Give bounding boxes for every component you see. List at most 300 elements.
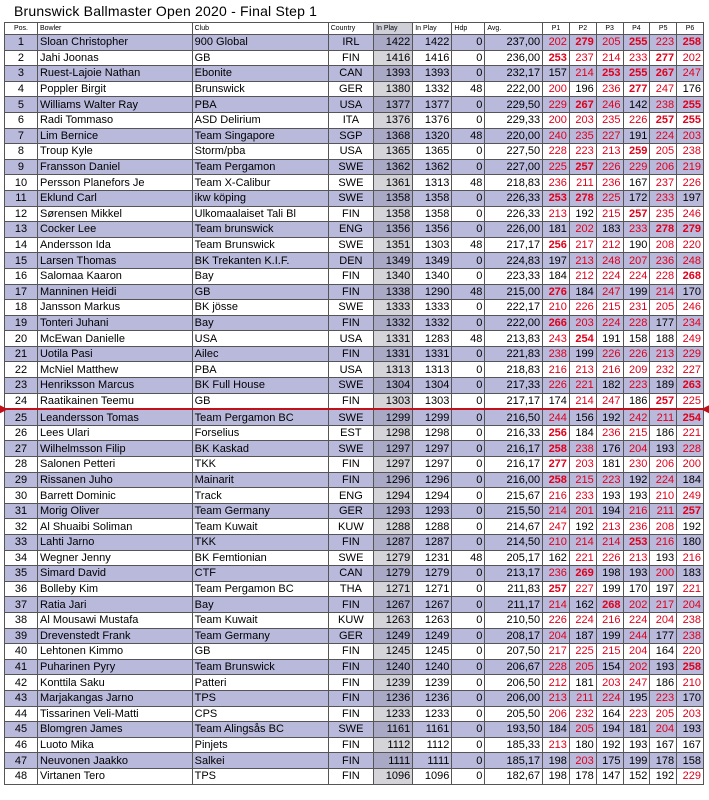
bowler-cell: Ruest-Lajoie Nathan <box>37 66 192 82</box>
country-cell: FIN <box>328 393 373 409</box>
in-play-cell: 1271 <box>374 581 413 597</box>
country-cell: SWE <box>328 190 373 206</box>
game-5-score-cell: 224 <box>650 128 677 144</box>
bowler-cell: Ratia Jari <box>37 597 192 613</box>
game-1-score-cell: 238 <box>543 346 570 362</box>
position-cell: 34 <box>5 550 38 566</box>
handicap-cell: 48 <box>452 237 485 253</box>
game-2-score-cell: 205 <box>569 659 596 675</box>
in-play-cell: 1393 <box>374 66 413 82</box>
game-6-score-cell: 227 <box>677 362 704 378</box>
game-5-score-cell: 200 <box>650 566 677 582</box>
col-p5-header: P5 <box>650 23 677 35</box>
table-row <box>5 190 704 206</box>
table-row <box>5 66 704 82</box>
country-cell: FIN <box>328 753 373 769</box>
table-row <box>5 768 704 784</box>
handicap-cell: 48 <box>452 128 485 144</box>
game-1-score-cell: 236 <box>543 566 570 582</box>
club-cell: Team Pergamon BC <box>192 409 328 425</box>
country-cell: SWE <box>328 378 373 394</box>
game-1-score-cell: 226 <box>543 612 570 628</box>
country-cell: ENG <box>328 488 373 504</box>
club-cell: CPS <box>192 706 328 722</box>
position-cell: 24 <box>5 393 38 409</box>
col-country-header: Country <box>328 23 373 35</box>
in-play-scratch-cell: 1362 <box>413 159 452 175</box>
game-5-score-cell: 277 <box>650 50 677 66</box>
handicap-cell: 0 <box>452 393 485 409</box>
in-play-scratch-cell: 1283 <box>413 331 452 347</box>
game-2-score-cell: 225 <box>569 644 596 660</box>
game-3-score-cell: 223 <box>596 472 623 488</box>
table-row <box>5 722 704 738</box>
club-cell: BK Femtionian <box>192 550 328 566</box>
position-cell: 18 <box>5 300 38 316</box>
game-1-score-cell: 202 <box>543 35 570 51</box>
game-1-score-cell: 181 <box>543 222 570 238</box>
in-play-scratch-cell: 1239 <box>413 675 452 691</box>
position-cell: 47 <box>5 753 38 769</box>
handicap-cell: 0 <box>452 159 485 175</box>
table-row <box>5 253 704 269</box>
position-cell: 31 <box>5 503 38 519</box>
in-play-cell: 1356 <box>374 222 413 238</box>
game-2-score-cell: 196 <box>569 81 596 97</box>
game-2-score-cell: 178 <box>569 768 596 784</box>
game-2-score-cell: 237 <box>569 50 596 66</box>
average-cell: 185,33 <box>485 737 543 753</box>
game-5-score-cell: 233 <box>650 190 677 206</box>
game-4-score-cell: 167 <box>623 175 650 191</box>
game-1-score-cell: 244 <box>543 409 570 425</box>
in-play-cell: 1303 <box>374 393 413 409</box>
game-5-score-cell: 223 <box>650 35 677 51</box>
handicap-cell: 0 <box>452 190 485 206</box>
game-6-score-cell: 184 <box>677 472 704 488</box>
handicap-cell: 0 <box>452 206 485 222</box>
handicap-cell: 0 <box>452 346 485 362</box>
club-cell: USA <box>192 331 328 347</box>
game-4-score-cell: 207 <box>623 253 650 269</box>
game-6-score-cell: 220 <box>677 644 704 660</box>
game-1-score-cell: 277 <box>543 457 570 473</box>
game-5-score-cell: 247 <box>650 81 677 97</box>
position-cell: 1 <box>5 35 38 51</box>
average-cell: 229,33 <box>485 112 543 128</box>
club-cell: Team Kuwait <box>192 519 328 535</box>
game-3-score-cell: 176 <box>596 441 623 457</box>
club-cell: Brunswick <box>192 81 328 97</box>
game-5-score-cell: 224 <box>650 472 677 488</box>
game-3-score-cell: 213 <box>596 519 623 535</box>
club-cell: Team Pergamon BC <box>192 581 328 597</box>
table-row <box>5 128 704 144</box>
bowler-cell: Jansson Markus <box>37 300 192 316</box>
in-play-cell: 1332 <box>374 315 413 331</box>
game-6-score-cell: 247 <box>677 66 704 82</box>
game-2-score-cell: 278 <box>569 190 596 206</box>
in-play-cell: 1267 <box>374 597 413 613</box>
position-cell: 33 <box>5 535 38 551</box>
table-row <box>5 441 704 457</box>
country-cell: DEN <box>328 253 373 269</box>
position-cell: 17 <box>5 284 38 300</box>
average-cell: 206,67 <box>485 659 543 675</box>
game-3-score-cell: 191 <box>596 331 623 347</box>
table-row <box>5 535 704 551</box>
club-cell: PBA <box>192 362 328 378</box>
club-cell: Team Singapore <box>192 128 328 144</box>
in-play-cell: 1368 <box>374 128 413 144</box>
game-5-score-cell: 178 <box>650 753 677 769</box>
table-row <box>5 581 704 597</box>
game-3-score-cell: 215 <box>596 300 623 316</box>
handicap-cell: 0 <box>452 519 485 535</box>
game-4-score-cell: 202 <box>623 597 650 613</box>
in-play-scratch-cell: 1279 <box>413 566 452 582</box>
in-play-cell: 1096 <box>374 768 413 784</box>
game-6-score-cell: 258 <box>677 659 704 675</box>
position-cell: 5 <box>5 97 38 113</box>
bowler-cell: Salonen Petteri <box>37 457 192 473</box>
game-4-score-cell: 259 <box>623 144 650 160</box>
handicap-cell: 0 <box>452 488 485 504</box>
game-2-score-cell: 213 <box>569 253 596 269</box>
country-cell: ITA <box>328 112 373 128</box>
in-play-cell: 1239 <box>374 675 413 691</box>
game-1-score-cell: 253 <box>543 50 570 66</box>
handicap-cell: 0 <box>452 222 485 238</box>
game-4-score-cell: 181 <box>623 722 650 738</box>
bowler-cell: Sørensen Mikkel <box>37 206 192 222</box>
club-cell: Team Kuwait <box>192 612 328 628</box>
bowler-cell: Rissanen Juho <box>37 472 192 488</box>
position-cell: 36 <box>5 581 38 597</box>
bowler-cell: Virtanen Tero <box>37 768 192 784</box>
game-4-score-cell: 158 <box>623 331 650 347</box>
game-6-score-cell: 263 <box>677 378 704 394</box>
handicap-cell: 48 <box>452 175 485 191</box>
average-cell: 216,33 <box>485 425 543 441</box>
club-cell: Bay <box>192 315 328 331</box>
game-6-score-cell: 268 <box>677 268 704 284</box>
position-cell: 8 <box>5 144 38 160</box>
game-3-score-cell: 194 <box>596 722 623 738</box>
table-row <box>5 612 704 628</box>
average-cell: 216,17 <box>485 441 543 457</box>
handicap-cell: 0 <box>452 441 485 457</box>
col-pos-header: Pos. <box>5 23 38 35</box>
average-cell: 227,50 <box>485 144 543 160</box>
in-play-cell: 1331 <box>374 331 413 347</box>
position-cell: 20 <box>5 331 38 347</box>
country-cell: FIN <box>328 659 373 675</box>
handicap-cell: 0 <box>452 35 485 51</box>
game-3-score-cell: 214 <box>596 535 623 551</box>
club-cell: Team Germany <box>192 503 328 519</box>
country-cell: SWE <box>328 159 373 175</box>
game-6-score-cell: 248 <box>677 253 704 269</box>
handicap-cell: 0 <box>452 706 485 722</box>
game-6-score-cell: 228 <box>677 441 704 457</box>
average-cell: 215,50 <box>485 503 543 519</box>
game-1-score-cell: 226 <box>543 378 570 394</box>
club-cell: Bay <box>192 597 328 613</box>
club-cell: Ailec <box>192 346 328 362</box>
in-play-cell: 1313 <box>374 362 413 378</box>
in-play-scratch-cell: 1233 <box>413 706 452 722</box>
bowler-cell: Jahi Joonas <box>37 50 192 66</box>
game-2-score-cell: 184 <box>569 284 596 300</box>
game-6-score-cell: 257 <box>677 503 704 519</box>
handicap-cell: 0 <box>452 566 485 582</box>
game-3-score-cell: 225 <box>596 190 623 206</box>
club-cell: ikw köping <box>192 190 328 206</box>
in-play-scratch-cell: 1377 <box>413 97 452 113</box>
game-6-score-cell: 238 <box>677 612 704 628</box>
in-play-cell: 1288 <box>374 519 413 535</box>
table-row <box>5 457 704 473</box>
game-2-score-cell: 221 <box>569 378 596 394</box>
game-6-score-cell: 180 <box>677 535 704 551</box>
position-cell: 22 <box>5 362 38 378</box>
handicap-cell: 48 <box>452 81 485 97</box>
game-2-score-cell: 279 <box>569 35 596 51</box>
game-1-score-cell: 174 <box>543 393 570 409</box>
position-cell: 26 <box>5 425 38 441</box>
game-4-score-cell: 244 <box>623 628 650 644</box>
in-play-cell: 1376 <box>374 112 413 128</box>
in-play-cell: 1294 <box>374 488 413 504</box>
game-5-score-cell: 177 <box>650 628 677 644</box>
bowler-cell: Neuvonen Jaakko <box>37 753 192 769</box>
bowler-cell: Cocker Lee <box>37 222 192 238</box>
bowler-cell: Raatikainen Teemu <box>37 393 192 409</box>
bowler-cell: Uotila Pasi <box>37 346 192 362</box>
table-row <box>5 50 704 66</box>
handicap-cell: 0 <box>452 690 485 706</box>
in-play-cell: 1331 <box>374 346 413 362</box>
club-cell: Mainarit <box>192 472 328 488</box>
country-cell: FIN <box>328 768 373 784</box>
game-1-score-cell: 225 <box>543 159 570 175</box>
game-1-score-cell: 213 <box>543 206 570 222</box>
game-4-score-cell: 231 <box>623 300 650 316</box>
table-row <box>5 503 704 519</box>
country-cell: SWE <box>328 300 373 316</box>
game-5-score-cell: 167 <box>650 737 677 753</box>
position-cell: 15 <box>5 253 38 269</box>
game-5-score-cell: 228 <box>650 268 677 284</box>
in-play-cell: 1293 <box>374 503 413 519</box>
position-cell: 44 <box>5 706 38 722</box>
game-3-score-cell: 205 <box>596 35 623 51</box>
table-row <box>5 706 704 722</box>
game-6-score-cell: 158 <box>677 753 704 769</box>
game-1-score-cell: 213 <box>543 737 570 753</box>
game-6-score-cell: 279 <box>677 222 704 238</box>
in-play-scratch-cell: 1271 <box>413 581 452 597</box>
game-5-score-cell: 237 <box>650 175 677 191</box>
average-cell: 226,33 <box>485 206 543 222</box>
average-cell: 208,17 <box>485 628 543 644</box>
club-cell: Forselius <box>192 425 328 441</box>
country-cell: FIN <box>328 315 373 331</box>
table-row <box>5 690 704 706</box>
game-4-score-cell: 236 <box>623 519 650 535</box>
in-play-scratch-cell: 1096 <box>413 768 452 784</box>
in-play-cell: 1338 <box>374 284 413 300</box>
country-cell: FIN <box>328 50 373 66</box>
in-play-scratch-cell: 1416 <box>413 50 452 66</box>
position-cell: 11 <box>5 190 38 206</box>
game-4-score-cell: 213 <box>623 550 650 566</box>
club-cell: Team X-Calibur <box>192 175 328 191</box>
game-4-score-cell: 152 <box>623 768 650 784</box>
average-cell: 182,67 <box>485 768 543 784</box>
game-5-score-cell: 278 <box>650 222 677 238</box>
game-1-score-cell: 253 <box>543 190 570 206</box>
position-cell: 48 <box>5 768 38 784</box>
club-cell: Team Alingsås BC <box>192 722 328 738</box>
in-play-cell: 1279 <box>374 566 413 582</box>
in-play-cell: 1287 <box>374 535 413 551</box>
game-4-score-cell: 204 <box>623 644 650 660</box>
table-row <box>5 237 704 253</box>
table-row <box>5 597 704 613</box>
handicap-cell: 0 <box>452 50 485 66</box>
game-2-score-cell: 199 <box>569 346 596 362</box>
table-row <box>5 206 704 222</box>
position-cell: 7 <box>5 128 38 144</box>
game-4-score-cell: 215 <box>623 425 650 441</box>
average-cell: 214,50 <box>485 535 543 551</box>
in-play-cell: 1299 <box>374 409 413 425</box>
game-4-score-cell: 192 <box>623 472 650 488</box>
in-play-scratch-cell: 1297 <box>413 441 452 457</box>
in-play-cell: 1279 <box>374 550 413 566</box>
game-2-score-cell: 226 <box>569 300 596 316</box>
game-5-score-cell: 211 <box>650 503 677 519</box>
table-row <box>5 566 704 582</box>
game-5-score-cell: 257 <box>650 112 677 128</box>
average-cell: 205,50 <box>485 706 543 722</box>
col-club-header: Club <box>192 23 328 35</box>
in-play-cell: 1236 <box>374 690 413 706</box>
table-row <box>5 488 704 504</box>
in-play-cell: 1380 <box>374 81 413 97</box>
game-5-score-cell: 236 <box>650 253 677 269</box>
game-4-score-cell: 255 <box>623 35 650 51</box>
in-play-scratch-cell: 1231 <box>413 550 452 566</box>
game-1-score-cell: 243 <box>543 331 570 347</box>
game-6-score-cell: 249 <box>677 331 704 347</box>
average-cell: 216,00 <box>485 472 543 488</box>
in-play-cell: 1298 <box>374 425 413 441</box>
bowler-cell: Henriksson Marcus <box>37 378 192 394</box>
in-play-scratch-cell: 1333 <box>413 300 452 316</box>
table-row <box>5 519 704 535</box>
country-cell: SGP <box>328 128 373 144</box>
country-cell: FIN <box>328 597 373 613</box>
game-5-score-cell: 210 <box>650 488 677 504</box>
handicap-cell: 0 <box>452 112 485 128</box>
in-play-cell: 1422 <box>374 35 413 51</box>
game-4-score-cell: 226 <box>623 112 650 128</box>
country-cell: KUW <box>328 519 373 535</box>
in-play-cell: 1297 <box>374 441 413 457</box>
game-2-score-cell: 202 <box>569 222 596 238</box>
game-6-score-cell: 234 <box>677 315 704 331</box>
in-play-scratch-cell: 1287 <box>413 535 452 551</box>
game-1-score-cell: 204 <box>543 628 570 644</box>
game-2-score-cell: 211 <box>569 175 596 191</box>
in-play-cell: 1358 <box>374 206 413 222</box>
position-cell: 13 <box>5 222 38 238</box>
game-6-score-cell: 202 <box>677 50 704 66</box>
country-cell: FIN <box>328 457 373 473</box>
in-play-cell: 1333 <box>374 300 413 316</box>
bowler-cell: Barrett Dominic <box>37 488 192 504</box>
in-play-scratch-cell: 1240 <box>413 659 452 675</box>
game-5-score-cell: 177 <box>650 315 677 331</box>
country-cell: SWE <box>328 722 373 738</box>
club-cell: GB <box>192 284 328 300</box>
game-2-score-cell: 223 <box>569 144 596 160</box>
game-5-score-cell: 193 <box>650 659 677 675</box>
table-row <box>5 362 704 378</box>
game-1-score-cell: 210 <box>543 300 570 316</box>
game-3-score-cell: 198 <box>596 566 623 582</box>
game-3-score-cell: 212 <box>596 237 623 253</box>
game-2-score-cell: 214 <box>569 66 596 82</box>
average-cell: 216,17 <box>485 457 543 473</box>
game-5-score-cell: 206 <box>650 159 677 175</box>
average-cell: 215,00 <box>485 284 543 300</box>
game-1-score-cell: 247 <box>543 519 570 535</box>
game-3-score-cell: 226 <box>596 159 623 175</box>
average-cell: 224,83 <box>485 253 543 269</box>
game-5-score-cell: 232 <box>650 362 677 378</box>
game-2-score-cell: 269 <box>569 566 596 582</box>
average-cell: 222,00 <box>485 315 543 331</box>
in-play-scratch-cell: 1267 <box>413 597 452 613</box>
game-5-score-cell: 204 <box>650 722 677 738</box>
in-play-cell: 1161 <box>374 722 413 738</box>
bowler-cell: Lehtonen Kimmo <box>37 644 192 660</box>
in-play-scratch-cell: 1303 <box>413 237 452 253</box>
country-cell: FIN <box>328 690 373 706</box>
game-3-score-cell: 247 <box>596 393 623 409</box>
game-4-score-cell: 228 <box>623 315 650 331</box>
position-cell: 42 <box>5 675 38 691</box>
handicap-cell: 0 <box>452 425 485 441</box>
game-6-score-cell: 219 <box>677 159 704 175</box>
in-play-scratch-cell: 1332 <box>413 81 452 97</box>
position-cell: 41 <box>5 659 38 675</box>
in-play-scratch-cell: 1112 <box>413 737 452 753</box>
game-1-score-cell: 240 <box>543 128 570 144</box>
in-play-cell: 1416 <box>374 50 413 66</box>
game-5-score-cell: 223 <box>650 690 677 706</box>
table-row <box>5 284 704 300</box>
game-6-score-cell: 255 <box>677 97 704 113</box>
game-6-score-cell: 203 <box>677 128 704 144</box>
bowler-cell: Tissarinen Veli-Matti <box>37 706 192 722</box>
game-1-score-cell: 276 <box>543 284 570 300</box>
in-play-scratch-cell: 1358 <box>413 206 452 222</box>
